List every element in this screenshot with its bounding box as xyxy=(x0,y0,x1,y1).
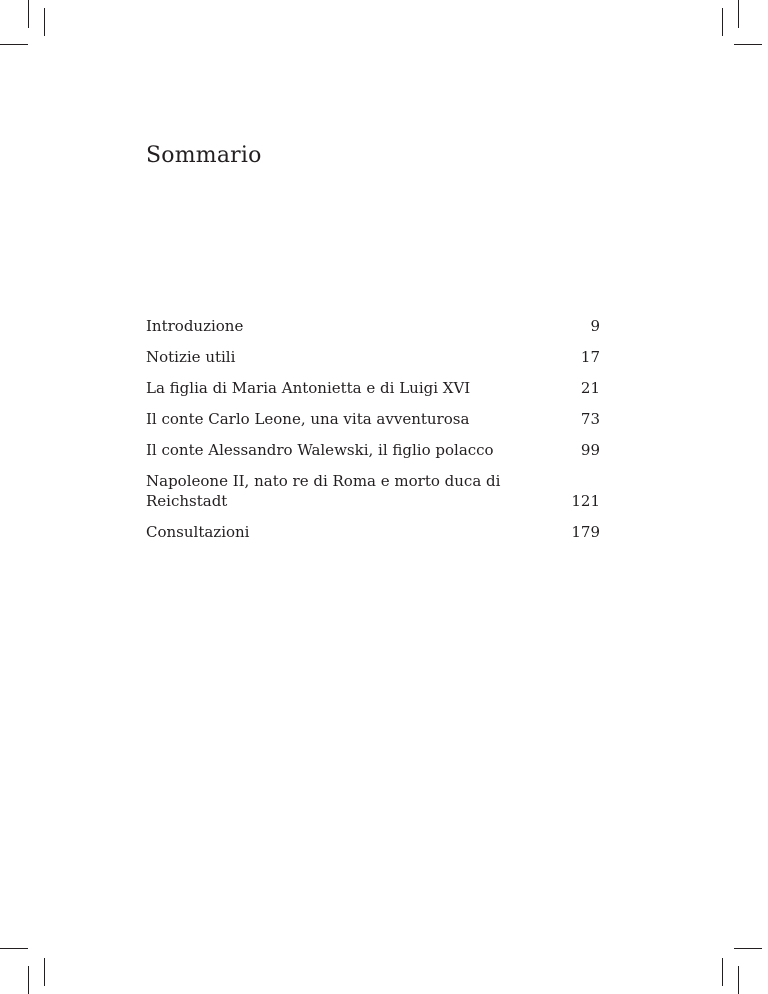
crop-mark xyxy=(738,0,739,28)
toc-entry[interactable] xyxy=(146,316,600,336)
toc-entry-page: 179 xyxy=(571,523,600,541)
toc-entry[interactable] xyxy=(146,522,600,542)
crop-mark xyxy=(738,966,739,994)
crop-mark xyxy=(44,8,45,36)
crop-mark xyxy=(722,8,723,36)
toc-entry-title: Il conte Carlo Leone, una vita avventurosa xyxy=(146,410,470,428)
toc-entry-page: 73 xyxy=(580,410,600,428)
toc-entry[interactable] xyxy=(146,409,600,429)
crop-mark xyxy=(44,958,45,986)
toc-entry-title: Consultazioni xyxy=(146,523,250,541)
toc-entry[interactable] xyxy=(146,471,600,511)
toc-entry-page: 99 xyxy=(580,441,600,459)
toc-entry-page: 17 xyxy=(580,348,600,366)
table-of-contents xyxy=(146,316,600,553)
crop-mark xyxy=(734,948,762,949)
toc-entry-title: Introduzione xyxy=(146,317,244,335)
toc-entry-title: La figlia di Maria Antonietta e di Luigi XVI xyxy=(146,379,471,397)
crop-mark xyxy=(734,44,762,45)
crop-mark xyxy=(28,0,29,28)
toc-entry[interactable] xyxy=(146,378,600,398)
toc-entry-title: Il conte Alessandro Walewski, il figlio polacco xyxy=(146,441,494,459)
crop-mark xyxy=(0,948,28,949)
toc-entry-page: 121 xyxy=(571,492,600,510)
toc-entry[interactable] xyxy=(146,347,600,367)
page-title: Sommario xyxy=(146,143,262,168)
crop-mark xyxy=(0,44,28,45)
crop-mark xyxy=(722,958,723,986)
toc-entry[interactable] xyxy=(146,440,600,460)
toc-entry-title: Napoleone II, nato re di Roma e morto duca di Reichstadt xyxy=(146,472,501,510)
toc-entry-page: 9 xyxy=(590,317,600,335)
toc-entry-title: Notizie utili xyxy=(146,348,236,366)
toc-entry-page: 21 xyxy=(580,379,600,397)
crop-mark xyxy=(28,966,29,994)
